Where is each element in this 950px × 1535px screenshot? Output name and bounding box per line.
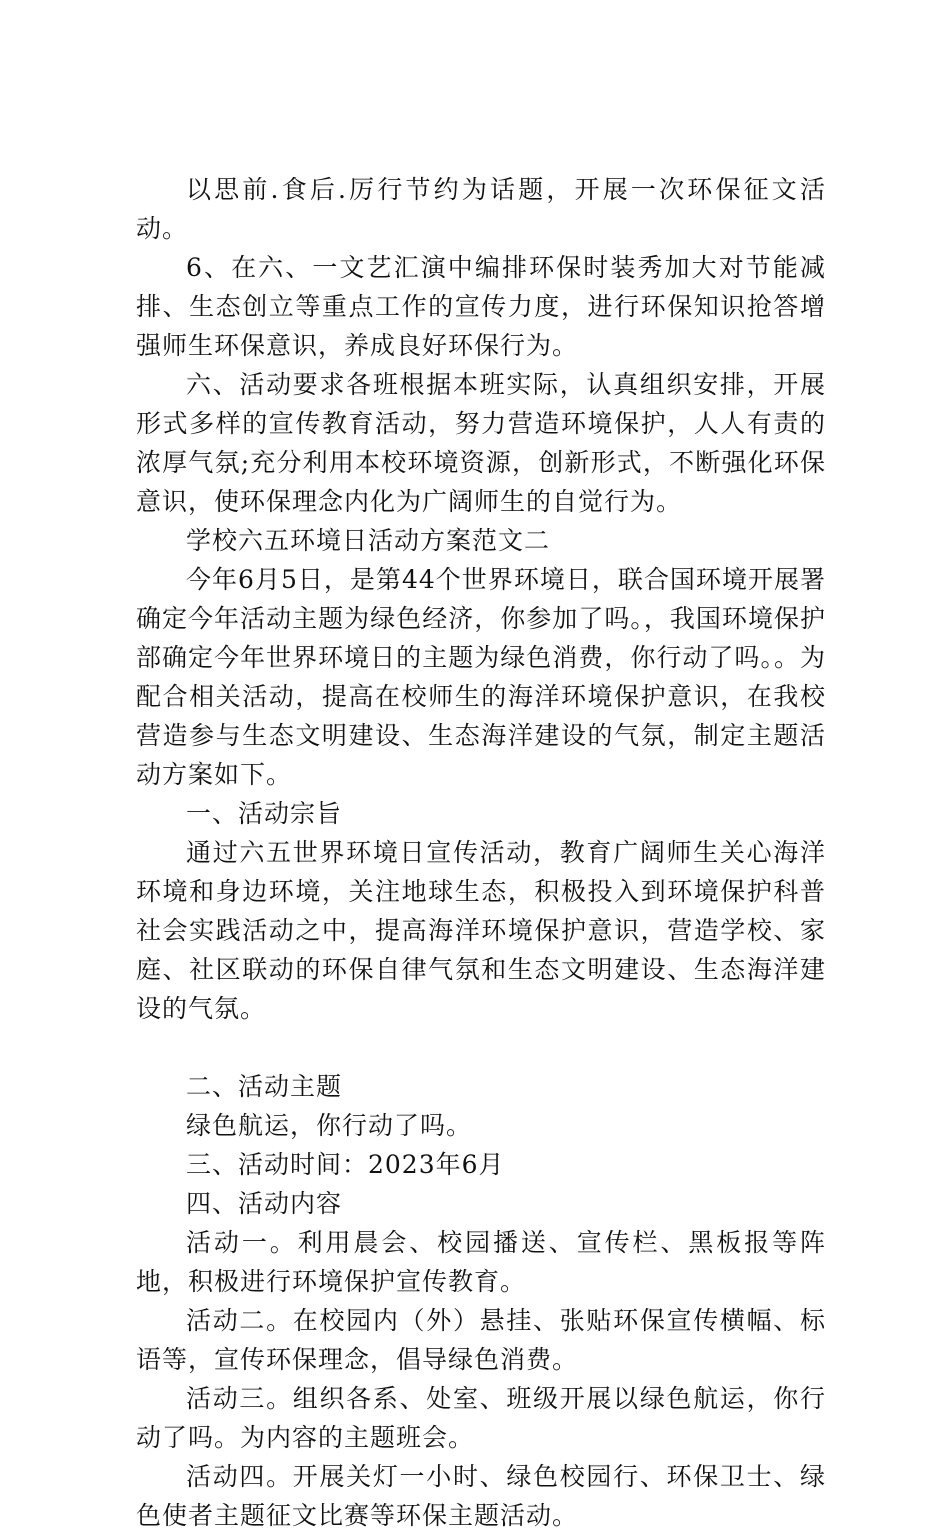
paragraph-activity-3: 活动三。组织各系、处室、班级开展以绿色航运，你行动了吗。为内容的主题班会。 xyxy=(136,1384,826,1452)
paragraph-activity-2: 活动二。在校园内（外）悬挂、张贴环保宣传横幅、标语等，宣传环保理念，倡导绿色消费。 xyxy=(136,1306,826,1374)
paragraph-activity-4: 活动四。开展关灯一小时、绿色校园行、环保卫士、绿色使者主题征文比赛等环保主题活动。 xyxy=(136,1462,826,1530)
paragraph-intro: 今年6月5日，是第44个世界环境日，联合国环境开展署确定今年活动主题为绿色经济，你参加了吗。，我国环境保护部确定今年世界环境日的主题为绿色消费，你行动了吗。。为配合相关活动，提高在校师生的海洋环境保护意识，在我校营造参与生态文明建设、生态海洋建设的气氛，制定主题活动方案如下。 xyxy=(136,565,826,789)
paragraph-essay-activity: 以思前.食后.厉行节约为话题，开展一次环保征文活动。 xyxy=(136,175,826,243)
paragraph-activity-1: 活动一。利用晨会、校园播送、宣传栏、黑板报等阵地，积极进行环境保护宣传教育。 xyxy=(136,1228,826,1296)
document-body xyxy=(136,170,826,1535)
heading-time: 三、活动时间：2023年6月 xyxy=(186,1150,505,1179)
paragraph-theme: 绿色航运，你行动了吗。 xyxy=(186,1111,473,1140)
paragraph-requirements: 六、活动要求各班根据本班实际，认真组织安排，开展形式多样的宣传教育活动，努力营造环境保护，人人有责的浓厚气氛;充分利用本校环境资源，创新形式，不断强化环保意识，使环保理念内化为广阔师生的自觉行为。 xyxy=(136,370,826,516)
heading-theme: 二、活动主题 xyxy=(186,1072,343,1101)
section-title-sample-two: 学校六五环境日活动方案范文二 xyxy=(186,526,551,555)
heading-content: 四、活动内容 xyxy=(186,1189,343,1218)
paragraph-purpose: 通过六五世界环境日宣传活动，教育广阔师生关心海洋环境和身边环境，关注地球生态，积极投入到环境保护科普社会实践活动之中，提高海洋环境保护意识，营造学校、家庭、社区联动的环保自律气氛和生态文明建设、生态海洋建设的气氛。 xyxy=(136,838,826,1023)
blank-line xyxy=(136,1028,826,1067)
paragraph-item-6: 6、在六、一文艺汇演中编排环保时装秀加大对节能减排、生态创立等重点工作的宣传力度，进行环保知识抢答增强师生环保意识，养成良好环保行为。 xyxy=(136,253,826,360)
heading-purpose: 一、活动宗旨 xyxy=(186,799,343,828)
